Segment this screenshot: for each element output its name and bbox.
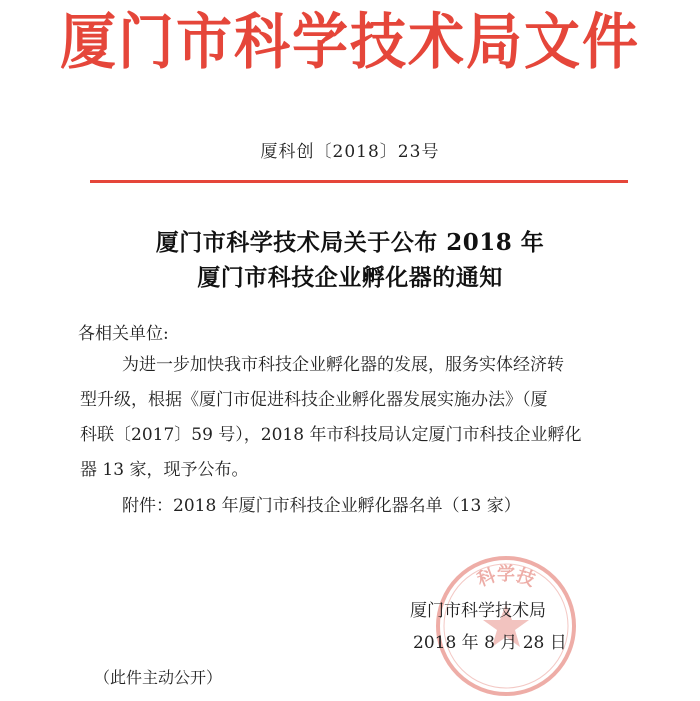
salutation: 各相关单位: <box>78 324 169 344</box>
body-line-2: 型升级，根据《厦门市促进科技企业孵化器发展实施办法》（厦 <box>80 390 548 410</box>
seal-text: 科学技 <box>474 564 538 592</box>
svg-text:科学技 <box>474 563 538 591</box>
document-masthead: 厦门市科学技术局文件 <box>60 7 640 78</box>
document-title-line-1: 厦门市科学技术局关于公布 2018 年 <box>155 229 545 256</box>
body-line-1: 为进一步加快我市科技企业孵化器的发展，服务实体经济转 <box>122 355 564 375</box>
official-seal <box>432 552 580 700</box>
document-title-line-2: 厦门市科技企业孵化器的通知 <box>197 264 503 291</box>
body-line-4: 器 13 家，现予公布。 <box>80 460 249 480</box>
red-divider <box>90 180 628 183</box>
signer-name: 厦门市科学技术局 <box>410 601 546 621</box>
document-number: 厦科创〔2018〕23号 <box>260 142 440 162</box>
attachment-line: 附件：2018 年厦门市科技企业孵化器名单（13 家） <box>122 496 521 516</box>
body-line-3: 科联〔2017〕59 号），2018 年市科技局认定厦门市科技企业孵化 <box>80 425 582 445</box>
public-disclosure-note: （此件主动公开） <box>94 668 223 687</box>
signing-date: 2018 年 8 月 28 日 <box>413 633 567 653</box>
